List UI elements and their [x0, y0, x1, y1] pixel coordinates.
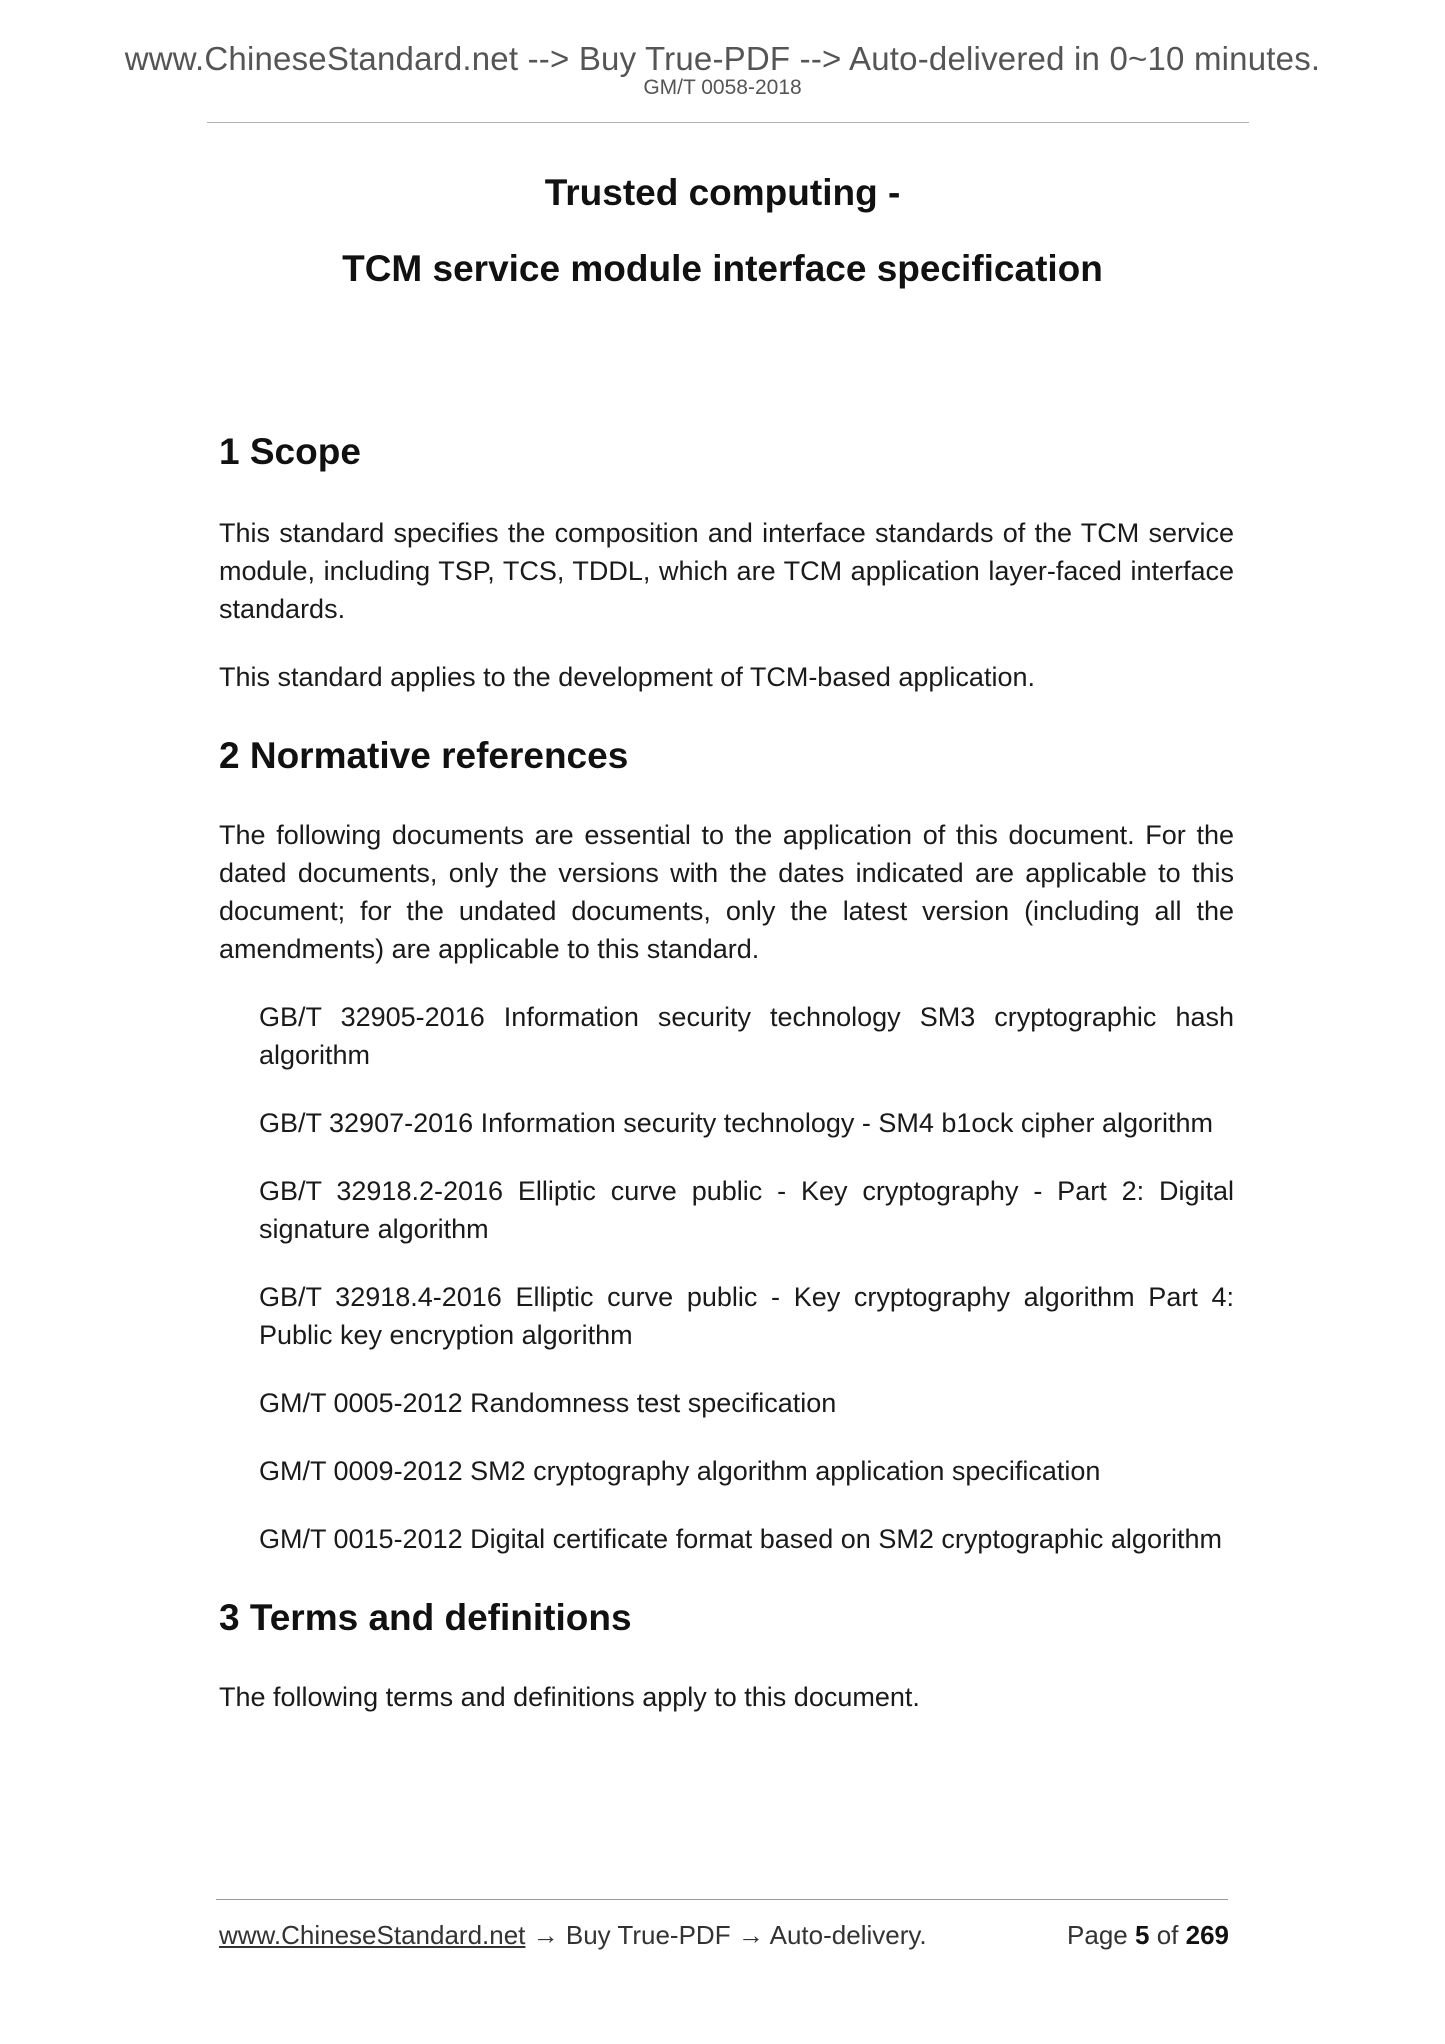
arrow-right-icon: →	[532, 1920, 559, 1950]
header-divider	[207, 122, 1249, 123]
section-heading-terms-and-definitions: 3 Terms and definitions	[219, 1597, 632, 1638]
terms-intro-paragraph: The following terms and definitions apply to this document.	[219, 1682, 920, 1712]
reference-item: GB/T 32918.2-2016 Elliptic curve public - Key cryptography - Part 2: Digital signature algorithm	[259, 1176, 1234, 1244]
site-banner: www.ChineseStandard.net --> Buy True-PDF --> Auto-delivered in 0~10 minutes.	[124, 40, 1321, 77]
reference-item: GB/T 32918.4-2016 Elliptic curve public - Key cryptography algorithm Part 4: Public key encryption algorithm	[259, 1282, 1234, 1350]
arrow-right-icon: →	[737, 1920, 764, 1950]
reference-item: GB/T 32905-2016 Information security technology SM3 cryptographic hash algorithm	[259, 1002, 1234, 1070]
scope-paragraph: This standard specifies the composition and interface standards of the TCM service module, including TSP, TCS, TDDL, which are TCM application layer-faced interface standards.	[219, 518, 1234, 624]
footer-buy-text: Buy True-PDF	[565, 1920, 731, 1950]
document-title-line-1: Trusted computing -	[544, 172, 901, 213]
document-body	[219, 422, 1234, 1716]
scope-paragraph: This standard applies to the development of TCM-based application.	[219, 662, 1035, 692]
document-number: GM/T 0058-2018	[643, 76, 802, 99]
reference-item: GB/T 32907-2016 Information security technology - SM4 b1ock cipher algorithm	[259, 1108, 1213, 1138]
reference-item: GM/T 0005-2012 Randomness test specification	[259, 1388, 837, 1418]
section-heading-scope: 1 Scope	[219, 431, 361, 472]
page-footer	[219, 1920, 1229, 1960]
section-heading-normative-references: 2 Normative references	[219, 735, 629, 776]
normative-intro-paragraph: The following documents are essential to the application of this document. For the dated documents, only the versions with the dates indicated are applicable to this document; for the undated documents, only the latest version (including all the amendments) are applicable to this standard.	[219, 820, 1234, 964]
footer-delivery-text: Auto-delivery.	[769, 1920, 927, 1950]
current-page-number: 5	[1134, 1920, 1150, 1950]
document-title-line-2: TCM service module interface specification	[342, 248, 1103, 289]
footer-divider	[216, 1899, 1228, 1900]
footer-links	[219, 1920, 927, 1951]
reference-item: GM/T 0015-2012 Digital certificate format based on SM2 cryptographic algorithm	[259, 1524, 1222, 1554]
footer-site-link[interactable]: www.ChineseStandard.net	[219, 1920, 526, 1950]
page-indicator	[1067, 1920, 1229, 1951]
total-pages-number: 269	[1185, 1920, 1229, 1950]
reference-item: GM/T 0009-2012 SM2 cryptography algorithm application specification	[259, 1456, 1101, 1486]
page-label: Page	[1067, 1920, 1128, 1950]
of-label: of	[1156, 1920, 1179, 1950]
